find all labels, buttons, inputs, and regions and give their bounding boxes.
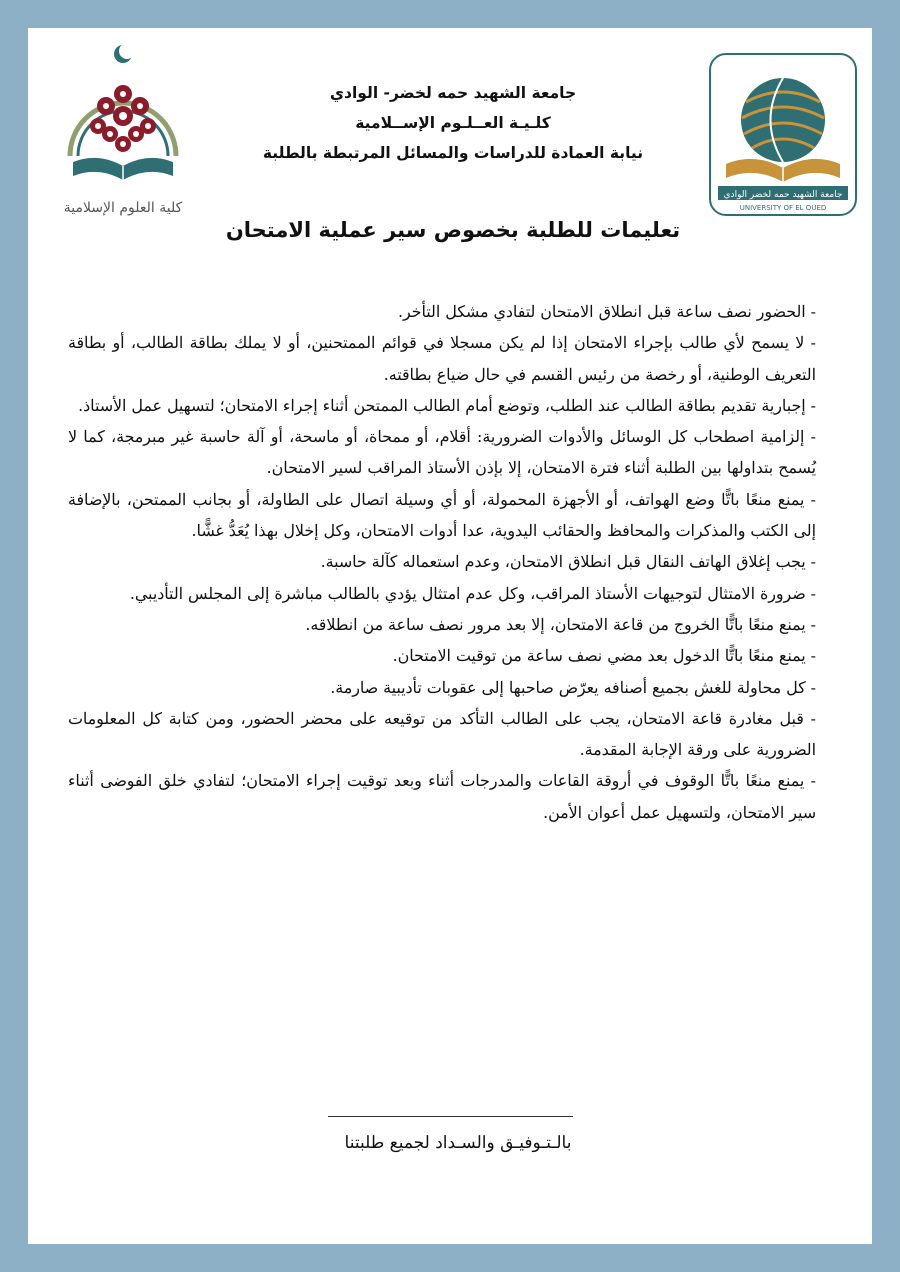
university-emblem-icon <box>708 52 858 217</box>
instruction-item: - يجب إغلاق الهاتف النقال قبل انطلاق الامتحان، وعدم استعماله كآلة حاسبة. <box>320 552 816 572</box>
faculty-emblem-icon <box>48 36 198 226</box>
document-page <box>28 28 872 1244</box>
document-header <box>218 78 688 168</box>
instruction-item: - كل محاولة للغش بجميع أصنافه يعرّض صاحبها إلى عقوبات تأديبية صارمة. <box>330 677 816 697</box>
svg-text:كلية العلوم الإسلامية: كلية العلوم الإسلامية <box>63 200 183 216</box>
svg-text:UNIVERSITY OF EL OUED: UNIVERSITY OF EL OUED <box>739 204 827 212</box>
instruction-item: - إلزامية اصطحاب كل الوسائل والأدوات الضرورية: أقلام، أو ممحاة، أو ماسحة، أو آلة حاسبة غير مبرمجة، كما لا يُسمح بتداولها بين الطلبة أثناء فترة الامتحان، إلا بإذن الأستاذ المراقب لسير الامتحان. <box>68 427 816 478</box>
university-name: جامعة الشهيد حمه لخضر- الوادي <box>329 84 577 102</box>
document-title: تعليمات للطلبة بخصوص سير عملية الامتحان <box>225 218 681 242</box>
signature-divider <box>328 1116 573 1117</box>
instruction-item: - لا يسمح لأي طالب بإجراء الامتحان إذا لم يكن مسجلا في قوائم الممتحنين، أو لا يملك بطاقة الطالب، أو بطاقة التعريف الوطنية، أو رخصة من رئيس القسم في حال ضياع بطاقته. <box>68 333 816 384</box>
deanship-name: نيابة العمادة للدراسات والمسائل المرتبطة بالطلبة <box>262 144 644 162</box>
faculty-logo <box>48 36 198 226</box>
instructions-list <box>68 296 816 828</box>
instruction-item: - قبل مغادرة قاعة الامتحان، يجب على الطالب التأكد من توقيعه على محضر الحضور، ومن كتابة كل المعلومات الضرورية على ورقة الإجابة المقدمة. <box>68 708 816 760</box>
closing-wishes: بالـتـوفيـق والسـداد لجميع طلبتنا <box>344 1133 572 1153</box>
instruction-item: - يمنع منعًا باتًّا وضع الهواتف، أو الأجهزة المحمولة، أو أي وسيلة اتصال على الطاولة، أو بجانب الممتحن، بالإضافة إلى الكتب والمذكرات والمحافظ والحقائب اليدوية، عدا أدوات الامتحان، وكل إخلال بهذا يُعَدُّ غشًّا. <box>68 489 816 541</box>
instruction-item: - إجبارية تقديم بطاقة الطالب عند الطلب، وتوضع أمام الطالب الممتحن أثناء إجراء الامتحان؛ لتسهيل عمل الأستاذ. <box>78 395 816 415</box>
instruction-item: - الحضور نصف ساعة قبل انطلاق الامتحان لتفادي مشكل التأخر. <box>397 302 816 321</box>
faculty-name: كلـيـة العــلـوم الإســلامية <box>355 114 551 132</box>
instruction-item: - يمنع منعًا باتًّا الوقوف في أروقة القاعات والمدرجات أثناء وبعد توقيت إجراء الامتحان؛ لتفادي خلق الفوضى أثناء سير الامتحان، ولتسهيل عمل أعوان الأمن. <box>68 771 816 822</box>
university-logo <box>708 52 858 217</box>
instruction-item: - يمنع منعًا باتًّا الخروج من قاعة الامتحان، إلا بعد مرور نصف ساعة من انطلاقه. <box>305 614 816 634</box>
svg-text:جامعة الشهيد حمه لخضر الوادي: جامعة الشهيد حمه لخضر الوادي <box>723 190 843 200</box>
instruction-item: - ضرورة الامتثال لتوجيهات الأستاذ المراقب، وكل عدم امتثال يؤدي بالطالب مباشرة إلى المجلس التأديبي. <box>129 583 816 603</box>
instruction-item: - يمنع منعًا باتًّا الدخول بعد مضي نصف ساعة من توقيت الامتحان. <box>392 646 816 666</box>
